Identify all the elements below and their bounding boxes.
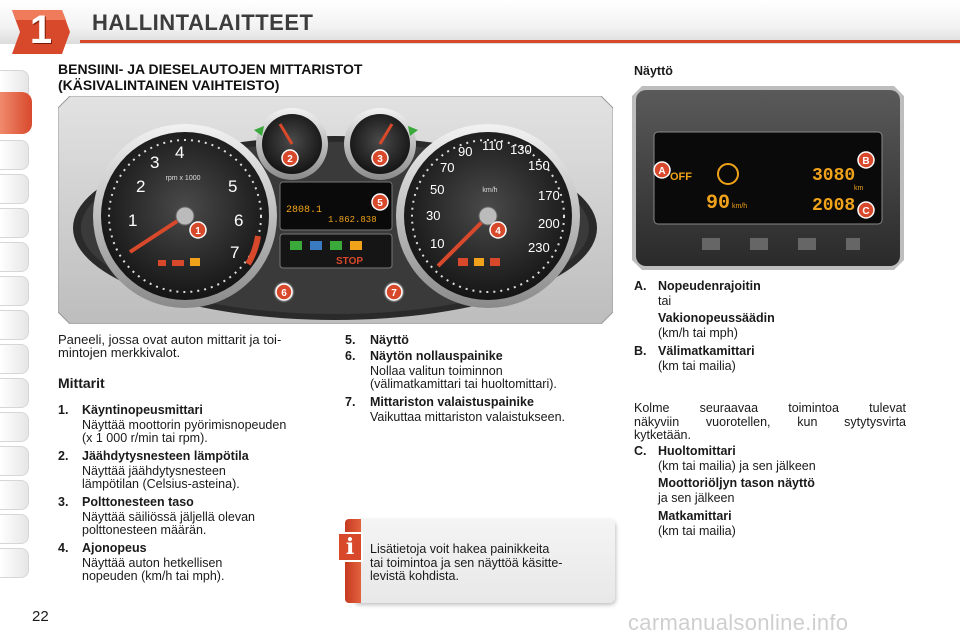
item-title: Polttonesteen taso: [82, 495, 194, 509]
legend-line-c1: (km tai mailia) ja sen jälkeen: [658, 459, 816, 473]
legend-title-c: Huoltomittari: [658, 444, 736, 458]
tach-number: 1: [128, 211, 138, 230]
legend-label-a: A.: [634, 279, 647, 293]
info-line: Lisätietoja voit hakea painikkeita: [370, 542, 550, 556]
svg-text:6: 6: [281, 288, 287, 299]
item-desc: (välimatkamittari tai huoltomittari).: [370, 377, 557, 391]
tach-number: 3: [150, 153, 160, 172]
marker-1: [190, 222, 206, 238]
paragraph-line: näkyviin vuorotellen, kun sytytysvirta: [634, 414, 906, 429]
paragraph-line: kytketään.: [634, 428, 691, 442]
legend-title-a: Nopeudenrajoitin: [658, 279, 761, 293]
speed-unit-label: km/h: [482, 187, 498, 194]
item-desc: Näyttää jäähdytysnesteen: [82, 464, 226, 478]
side-tab[interactable]: [0, 344, 29, 374]
item-number: 4.: [58, 541, 69, 555]
marker-3: [372, 150, 388, 166]
side-tab[interactable]: [0, 480, 29, 510]
item-desc: Vaikuttaa mittariston valaistukseen.: [370, 410, 566, 424]
speed-number: 170: [538, 188, 560, 203]
panel-display-line2: 1.862.838: [328, 215, 377, 225]
legend-label-b: B.: [634, 344, 647, 358]
svg-text:3: 3: [377, 154, 383, 165]
speed-number: 130: [510, 142, 532, 157]
svg-text:4: 4: [495, 226, 501, 237]
item-number: 3.: [58, 495, 69, 509]
svg-text:7: 7: [391, 288, 397, 299]
marker-6: [276, 284, 292, 300]
side-tab-active[interactable]: [0, 92, 32, 134]
info-line: tai toimintoa ja sen näyttöä käsitte-: [370, 555, 563, 570]
item-number: 7.: [345, 395, 356, 409]
speed-number: 70: [440, 160, 455, 175]
marker-5: [372, 194, 388, 210]
item-title: Mittariston valaistuspainike: [370, 395, 534, 409]
section-title-line1: BENSIINI- JA DIESELAUTOJEN MITTARISTOT: [58, 61, 363, 77]
side-tab[interactable]: [0, 310, 29, 340]
legend-title-a2: Vakionopeussäädin: [658, 311, 775, 325]
tach-number: 5: [228, 177, 238, 196]
page-number: 22: [32, 608, 49, 625]
legend-title-c2: Moottoriöljyn tason näyttö: [658, 476, 815, 490]
legend-or: tai: [658, 294, 672, 308]
item-desc: Näyttää moottorin pyörimisnopeuden: [82, 418, 287, 432]
speed-number: 10: [430, 236, 445, 251]
speed-number: 110: [482, 138, 503, 153]
speed-number: 90: [458, 144, 473, 159]
svg-text:C: C: [862, 206, 870, 217]
info-text: [370, 543, 610, 584]
svg-text:A: A: [658, 166, 666, 177]
item-desc: lämpötilan (Celsius-asteina).: [82, 477, 240, 491]
legend-line-c3: (km tai mailia): [658, 524, 736, 538]
marker-7: [386, 284, 402, 300]
item-title: Käyntinopeusmittari: [82, 403, 203, 417]
display-odo1-unit: km: [854, 185, 864, 192]
header-rule: [80, 40, 960, 43]
display-speed-value: 90: [706, 192, 731, 215]
side-tab[interactable]: [0, 174, 29, 204]
tach-number: 7: [230, 243, 240, 262]
item-desc: nopeuden (km/h tai mph).: [82, 569, 225, 583]
item-desc: Näyttää auton hetkellisen: [82, 556, 223, 570]
legend-unit-a: (km/h tai mph): [658, 326, 738, 340]
chapter-number: 1: [29, 8, 53, 52]
side-tab[interactable]: [0, 446, 29, 476]
legend-line-c2: ja sen jälkeen: [658, 491, 735, 505]
item-desc: polttonesteen määrän.: [82, 523, 207, 537]
instrument-panel-illustration: [58, 96, 613, 324]
stop-warning-label: STOP: [336, 256, 364, 267]
side-tab[interactable]: [0, 140, 29, 170]
side-tab[interactable]: [0, 412, 29, 442]
svg-text:2: 2: [287, 154, 293, 165]
item-number: 2.: [58, 449, 69, 463]
gauges-heading: Mittarit: [58, 375, 105, 391]
side-tab[interactable]: [0, 514, 29, 544]
display-heading: Näyttö: [634, 64, 673, 78]
display-marker-c: [858, 202, 874, 218]
watermark: carmanualsonline.info: [628, 610, 849, 635]
info-line: levistä kohdista.: [370, 569, 459, 583]
tach-number: 2: [136, 177, 146, 196]
speed-number: 50: [430, 182, 445, 197]
intro-text-line2: mintojen merkkivalot.: [58, 345, 181, 360]
svg-text:5: 5: [377, 198, 383, 209]
display-marker-b: [858, 152, 874, 168]
side-tab[interactable]: [0, 378, 29, 408]
marker-4: [490, 222, 506, 238]
display-marker-a: [654, 162, 670, 178]
side-tab[interactable]: [0, 548, 29, 578]
display-illustration: [632, 86, 904, 270]
item-title: Ajonopeus: [82, 541, 147, 555]
cycle-paragraph: [634, 402, 906, 443]
item-number: 5.: [345, 333, 356, 347]
speed-number: 150: [528, 158, 550, 173]
item-title: Näyttö: [370, 333, 409, 347]
side-tab[interactable]: [0, 242, 29, 272]
tach-number: 6: [234, 211, 244, 230]
legend-title-b: Välimatkamittari: [658, 344, 755, 358]
item-title: Näytön nollauspainike: [370, 349, 503, 363]
legend-title-c3: Matkamittari: [658, 509, 732, 523]
side-tab[interactable]: [0, 208, 29, 238]
tach-number: 4: [175, 143, 185, 162]
paragraph-line: Kolme seuraavaa toimintoa tulevat: [634, 401, 906, 415]
intro-text-line1: Paneeli, jossa ovat auton mittarit ja toi-: [58, 332, 282, 347]
item-desc: Nollaa valitun toiminnon: [370, 364, 503, 378]
page-title: HALLINTALAITTEET: [92, 10, 314, 35]
speed-number: 230: [528, 240, 550, 255]
item-number: 1.: [58, 403, 69, 417]
speed-number: 30: [426, 208, 441, 223]
display-odo1: 3080: [812, 166, 856, 186]
item-desc: Näyttää säiliössä jäljellä olevan: [82, 510, 256, 524]
info-icon: i: [337, 532, 363, 562]
item-number: 6.: [345, 349, 356, 363]
display-off-label: OFF: [670, 171, 692, 183]
svg-text:1: 1: [195, 226, 201, 237]
item-desc: (x 1 000 r/min tai rpm).: [82, 431, 208, 445]
item-title: Jäähdytysnesteen lämpötila: [82, 449, 249, 463]
display-odo2: 2008: [812, 196, 856, 216]
panel-display-line1: 2808.1: [286, 205, 323, 216]
legend-unit-b: (km tai mailia): [658, 359, 736, 373]
section-title-line2: (KÄSIVALINTAINEN VAIHTEISTO): [58, 77, 280, 93]
legend-label-c: C.: [634, 444, 647, 458]
svg-text:B: B: [862, 156, 870, 167]
speed-number: 200: [538, 216, 560, 231]
tach-unit-label: rpm x 1000: [165, 175, 201, 182]
side-tab[interactable]: [0, 276, 29, 306]
display-speed-unit: km/h: [732, 203, 748, 210]
marker-2: [282, 150, 298, 166]
